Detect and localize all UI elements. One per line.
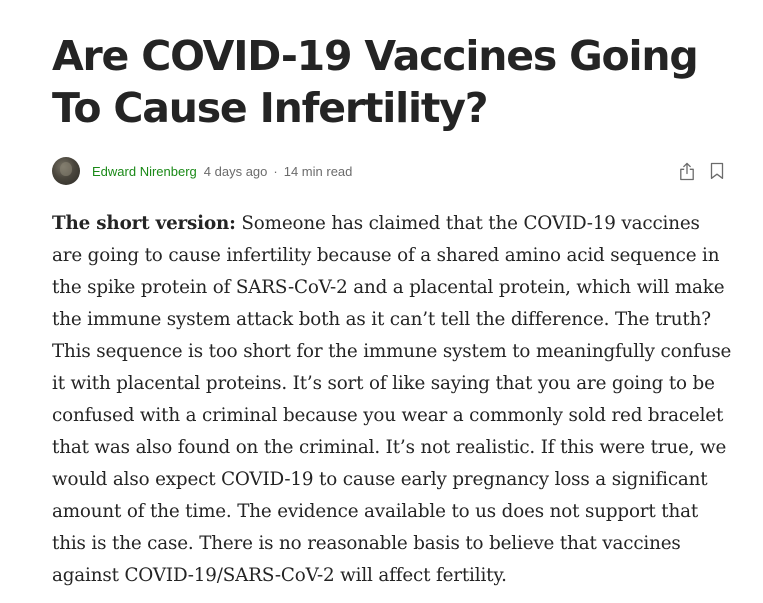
article-actions bbox=[676, 160, 728, 182]
article-meta bbox=[52, 156, 728, 186]
read-time: 14 min read bbox=[283, 163, 353, 179]
short-version-text: Someone has claimed that the COVID-19 vaccines are going to cause infertility because of a shared amino acid sequence in the spike protein of SARS-CoV-2 and a placental protein, which will make the immune system attack both as it can’t tell the difference. The truth? This sequence is too short for the immune system to meaningfully confuse it with placental proteins. It’s sort of like saying that you are going to be confused with a criminal because you wear a commonly sold red bracelet that was also found on the criminal. It’s not realistic. If this were true, we would also expect COVID-19 to cause early pregnancy loss a significant amount of the time. The evidence available to us does not support that this is the case. There is no reasonable basis to believe that vaccines against COVID-19/SARS-CoV-2 will affect fertility. bbox=[52, 213, 732, 586]
published-date: 4 days ago bbox=[203, 163, 268, 179]
bookmark-button[interactable] bbox=[706, 160, 728, 182]
author-link[interactable]: Edward Nirenberg bbox=[92, 163, 197, 179]
author-avatar[interactable] bbox=[52, 157, 80, 185]
share-icon bbox=[678, 161, 696, 181]
article-title: Are COVID-19 Vaccines Going To Cause Infertility? bbox=[52, 32, 698, 132]
share-button[interactable] bbox=[676, 160, 698, 182]
article-body bbox=[52, 208, 732, 592]
short-version-label: The short version: bbox=[52, 213, 236, 234]
meta-separator: · bbox=[273, 163, 278, 179]
bookmark-icon bbox=[709, 161, 725, 181]
